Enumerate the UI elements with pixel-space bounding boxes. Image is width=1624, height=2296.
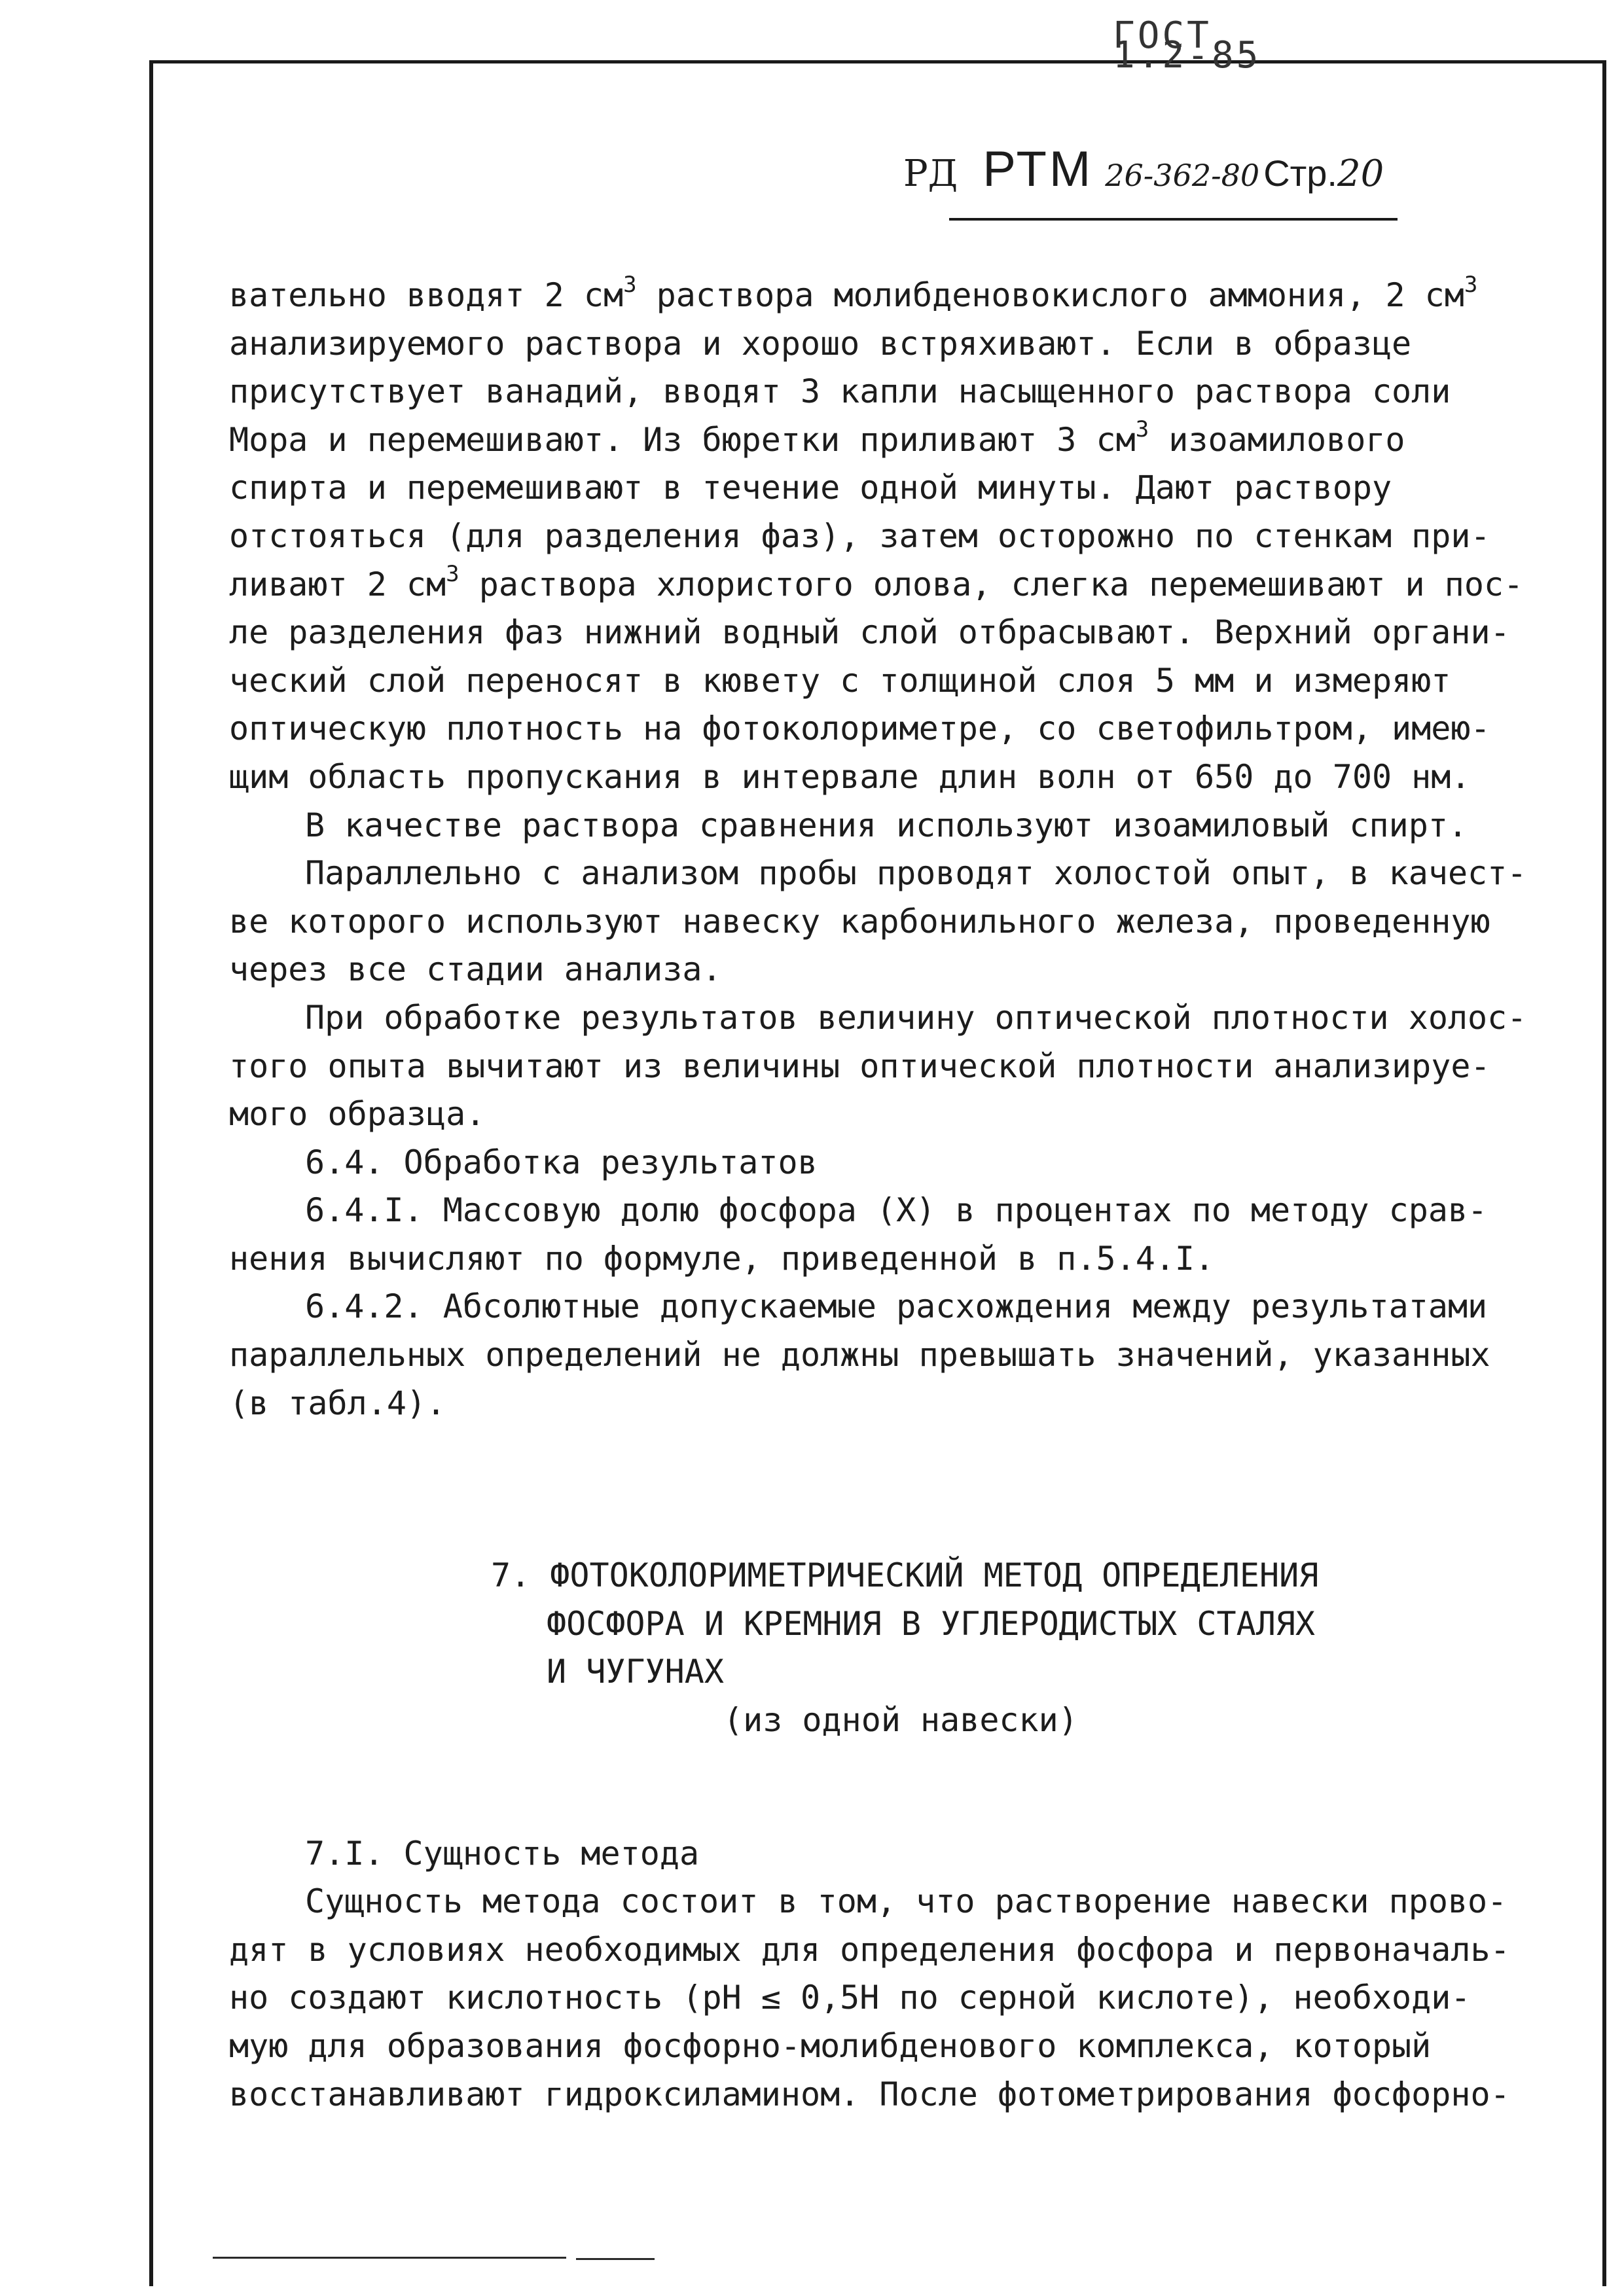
text-line: мую для образования фосфорно-молибденового комплекса, который (229, 2027, 1432, 2065)
section-heading: 6.4. Обработка результатов (305, 1143, 818, 1181)
page-header (903, 141, 1427, 213)
header-page-number: 20 (1337, 152, 1384, 195)
spacer (229, 1745, 1558, 1830)
text-line: Сущность метода состоит в том, что растворение навески прово- (305, 1882, 1507, 1921)
header-rd: РД (903, 152, 958, 195)
text-line: Мора и перемешивают. Из бюретки приливают 3 $см^3$ изоамилового (229, 416, 1405, 459)
text-line: щим область пропускания в интервале длин волн от 650 до 700 нм. (229, 757, 1471, 796)
text-line: дят в условиях необходимых для определения фосфора и первоначаль- (229, 1930, 1510, 1969)
text-line: через все стадии анализа. (229, 950, 722, 989)
footer-rule (213, 2257, 566, 2259)
text-line: мого образца. (229, 1095, 486, 1134)
text-line: нения вычисляют по формуле, приведенной в п.5.4.I. (229, 1239, 1215, 1278)
text-line: анализируемого раствора и хорошо встряхивают. Если в образце (229, 324, 1412, 363)
text-line: 6.4.I. Массовую долю фосфора (X) в процентах по методу срав- (305, 1191, 1488, 1230)
header-page-label: Стр. (1263, 152, 1337, 194)
text-line: отстояться (для разделения фаз), затем осторожно по стенкам при- (229, 516, 1490, 555)
text-line: При обработке результатов величину оптической плотности холос- (305, 998, 1527, 1037)
text-line: спирта и перемешивают в течение одной минуты. Дают раствору (229, 469, 1392, 507)
text-line: того опыта вычитают из величины оптической плотности анализируе- (229, 1047, 1490, 1085)
text-line: ле разделения фаз нижний водный слой отбрасывают. Верхний органи- (229, 613, 1510, 652)
header-rtm: РТМ (983, 141, 1094, 197)
text-line: вательно вводят 2 $см^3$ раствора молибденовокислого аммония, 2 $см^3$ (229, 272, 1478, 314)
document-body (229, 272, 1558, 2119)
chapter-subtitle: (из одной навески) (723, 1701, 1078, 1740)
footer-rule-segment (576, 2258, 655, 2260)
text-line: В качестве раствора сравнения используют изоамиловый спирт. (305, 806, 1468, 844)
chapter-title: 7. ФОТОКОЛОРИМЕТРИЧЕСКИЙ МЕТОД ОПРЕДЕЛЕНИЯ (491, 1556, 1319, 1595)
text-line: параллельных определений не должны превышать значений, указанных (229, 1336, 1490, 1374)
text-line: 6.4.2. Абсолютные допускаемые расхождения между результатами (305, 1287, 1488, 1326)
text-line: ве которого используют навеску карбонильного железа, проведенную (229, 902, 1490, 941)
cropped-top-standard-code: ГОСТ 1.2-85 (1113, 14, 1261, 77)
chapter-title: ФОСФОРА И КРЕМНИЯ В УГЛЕРОДИСТЫХ СТАЛЯХ (547, 1604, 1315, 1643)
section-heading: 7.I. Сущность метода (305, 1834, 700, 1873)
spacer (229, 1427, 1558, 1552)
text-line: Параллельно с анализом пробы проводят холостой опыт, в качест- (305, 854, 1527, 893)
chapter-title: И ЧУГУНАХ (547, 1653, 724, 1691)
text-line: ческий слой переносят в кювету с толщиной слоя 5 мм и измеряют (229, 661, 1451, 700)
text-line: (в табл.4). (229, 1384, 446, 1422)
header-doc-number: 26-362-80 (1105, 158, 1260, 193)
text-line: но создают кислотность (pH ≤ 0,5Н по серной кислоте), необходи- (229, 1979, 1471, 2017)
header-underline (949, 218, 1398, 221)
text-line: ливают 2 $см^3$ раствора хлористого олова, слегка перемешивают и пос- (229, 560, 1524, 603)
text-line: оптическую плотность на фотоколориметре, со светофильтром, имею- (229, 709, 1490, 748)
text-line: восстанавливают гидроксиламином. После фотометрирования фосфорно- (229, 2075, 1510, 2113)
text-line: присутствует ванадий, вводят 3 капли насыщенного раствора соли (229, 372, 1451, 411)
